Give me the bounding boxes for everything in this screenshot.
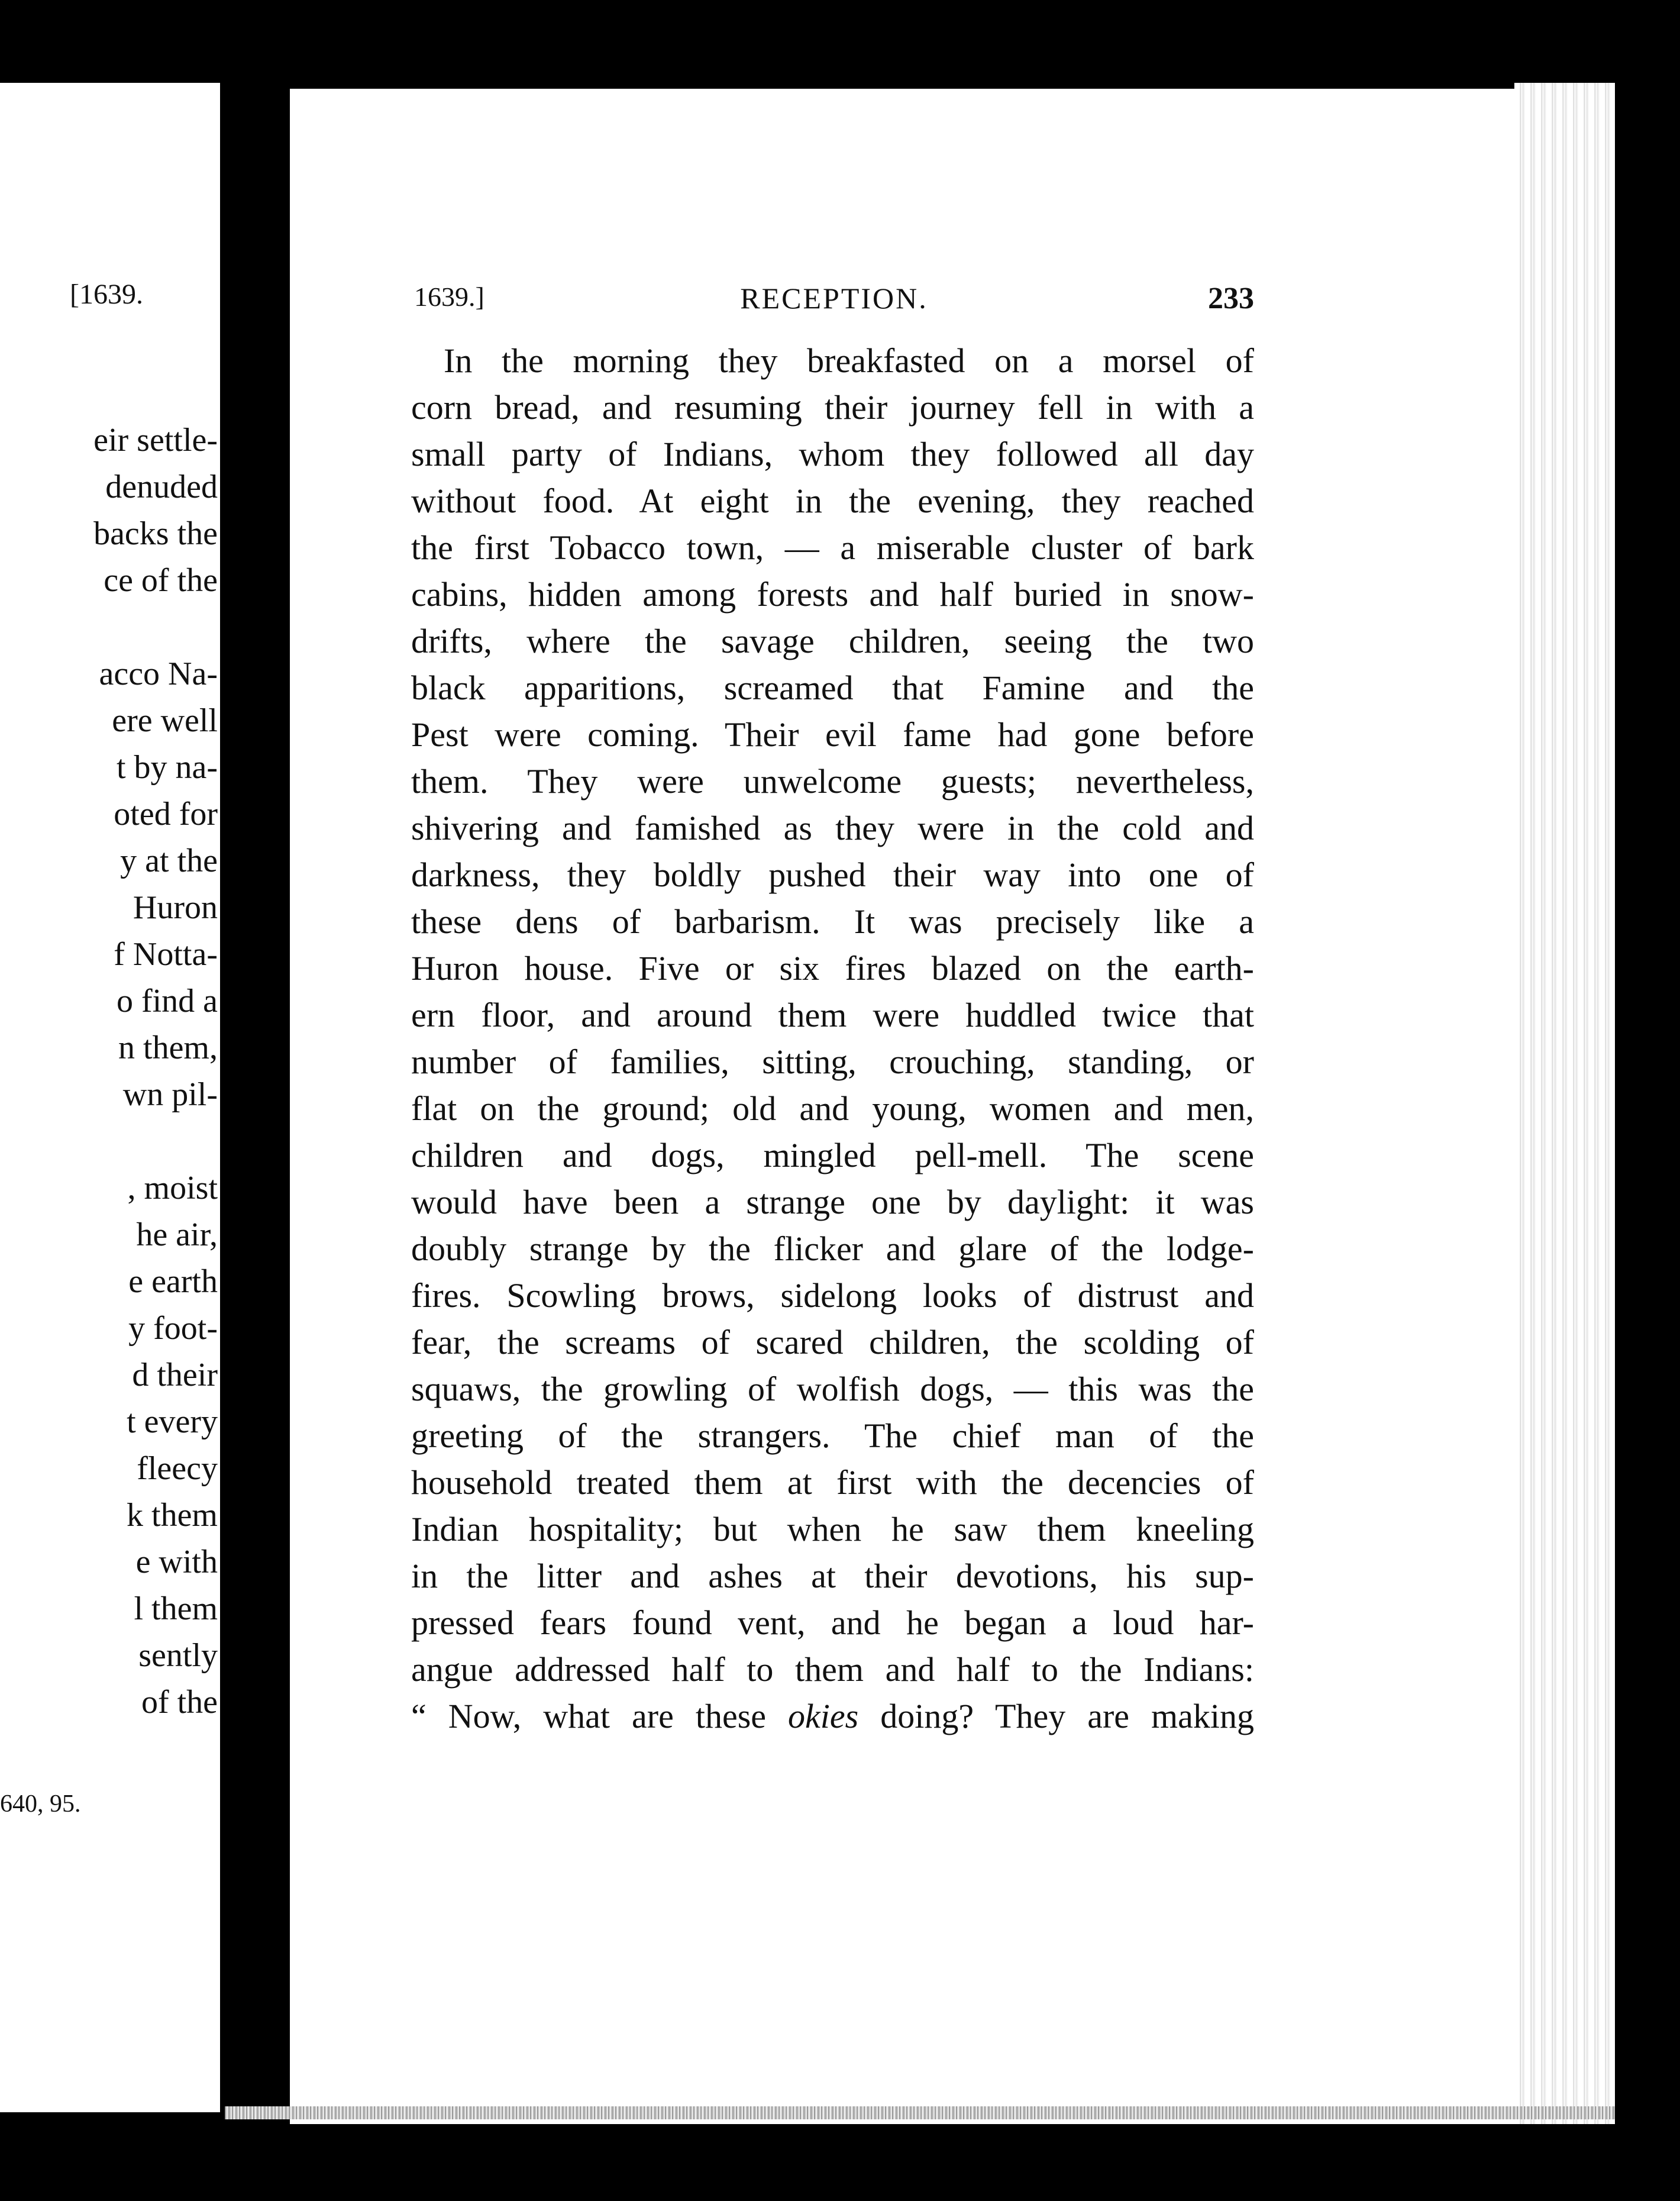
left-page-line: of the xyxy=(141,1684,218,1721)
left-page-line: backs the xyxy=(93,515,218,552)
left-page-line: denuded xyxy=(105,469,218,505)
left-page-line xyxy=(93,1118,218,1165)
right-page xyxy=(290,89,1544,2124)
text-line: Pest were coming. Their evil fame had gone before xyxy=(411,715,1254,754)
left-page-line: e earth xyxy=(128,1263,218,1300)
text-line: angue addressed half to them and half to the Indians: xyxy=(411,1650,1254,1689)
left-page-line: Huron xyxy=(133,889,218,926)
left-page-line: n them, xyxy=(118,1030,218,1066)
text-line: fear, the screams of scared children, the scolding of xyxy=(411,1323,1254,1361)
left-page-line: k them xyxy=(127,1497,218,1534)
left-page-line: t by na- xyxy=(116,749,218,786)
text-line: ern floor, and around them were huddled twice that xyxy=(411,996,1254,1034)
text-line: household treated them at first with the decencies of xyxy=(411,1463,1254,1502)
left-page-line: wn pil- xyxy=(122,1076,218,1113)
text-line: in the litter and ashes at their devotions, his sup- xyxy=(411,1557,1254,1595)
text-line: doubly strange by the flicker and glare of the lodge- xyxy=(411,1229,1254,1268)
running-head-year: 1639.] xyxy=(414,282,484,312)
text-line: children and dogs, mingled pell-mell. The scene xyxy=(411,1136,1254,1174)
left-page-line: oted for xyxy=(114,796,218,832)
left-page-line: o find a xyxy=(116,983,218,1019)
text-line: them. They were unwelcome guests; nevertheless, xyxy=(411,762,1254,801)
text-line: pressed fears found vent, and he began a loud har- xyxy=(411,1603,1254,1642)
left-page-text xyxy=(93,417,218,1726)
page-bottom-edge xyxy=(225,2106,1615,2119)
text-line: shivering and famished as they were in the cold and xyxy=(411,809,1254,847)
text-line: darkness, they boldly pushed their way into one of xyxy=(411,856,1254,894)
text-line: Indian hospitality; but when he saw them kneeling xyxy=(411,1510,1254,1548)
text-line: cabins, hidden among forests and half buried in snow- xyxy=(411,575,1254,614)
text-line: would have been a strange one by daylight: it was xyxy=(411,1183,1254,1221)
text-line: flat on the ground; old and young, women and men, xyxy=(411,1089,1254,1128)
text-line: fires. Scowling brows, sidelong looks of distrust and xyxy=(411,1276,1254,1315)
text-line: without food. At eight in the evening, they reached xyxy=(411,482,1254,520)
left-page-line: fleecy xyxy=(137,1450,218,1487)
text-line: small party of Indians, whom they followed all day xyxy=(411,435,1254,473)
text-line: greeting of the strangers. The chief man of the xyxy=(411,1416,1254,1455)
book-gutter xyxy=(220,83,290,2130)
left-page-line: ce of the xyxy=(104,562,218,599)
left-page-line: d their xyxy=(132,1357,218,1393)
text-line: “ Now, what are these okies doing? They are making xyxy=(411,1697,1254,1735)
left-page-line: ere well xyxy=(112,702,218,739)
text-line: the first Tobacco town, — a miserable cluster of bark xyxy=(411,528,1254,567)
page-number: 233 xyxy=(1208,282,1254,315)
left-page-line: e with xyxy=(135,1544,218,1580)
page-stack-edge xyxy=(1514,83,1615,2124)
left-page-footnote: 640, 95. xyxy=(0,1790,81,1818)
text-line: number of families, sitting, crouching, standing, or xyxy=(411,1043,1254,1081)
left-page-line: he air, xyxy=(136,1216,218,1253)
italic-word: okies xyxy=(788,1697,859,1735)
left-page-line: eir settle- xyxy=(93,422,218,459)
text-line: corn bread, and resuming their journey fell in with a xyxy=(411,388,1254,427)
running-head-title: RECEPTION. xyxy=(740,282,928,315)
text-line: these dens of barbarism. It was precisely like a xyxy=(411,902,1254,941)
left-page-line: y at the xyxy=(120,843,218,879)
text-line: drifts, where the savage children, seeing the two xyxy=(411,622,1254,660)
left-page-line: acco Na- xyxy=(99,656,218,692)
left-page-line: t every xyxy=(127,1403,218,1440)
text-line: squaws, the growling of wolfish dogs, — this was the xyxy=(411,1370,1254,1408)
left-page-line: , moist xyxy=(127,1170,218,1206)
page-body-text xyxy=(411,337,1254,1740)
text-line: black apparitions, screamed that Famine and the xyxy=(411,669,1254,707)
left-page-line: y foot- xyxy=(128,1310,218,1347)
left-page-line: sently xyxy=(138,1637,218,1674)
text-line: In the morning they breakfasted on a morsel of xyxy=(444,341,1254,380)
left-page-line: l them xyxy=(134,1590,218,1627)
left-page-line: f Notta- xyxy=(114,936,218,973)
left-page-line xyxy=(93,604,218,651)
left-page-header: [1639. xyxy=(70,279,143,310)
running-head xyxy=(414,281,1254,322)
text-line: Huron house. Five or six fires blazed on the earth- xyxy=(411,949,1254,987)
